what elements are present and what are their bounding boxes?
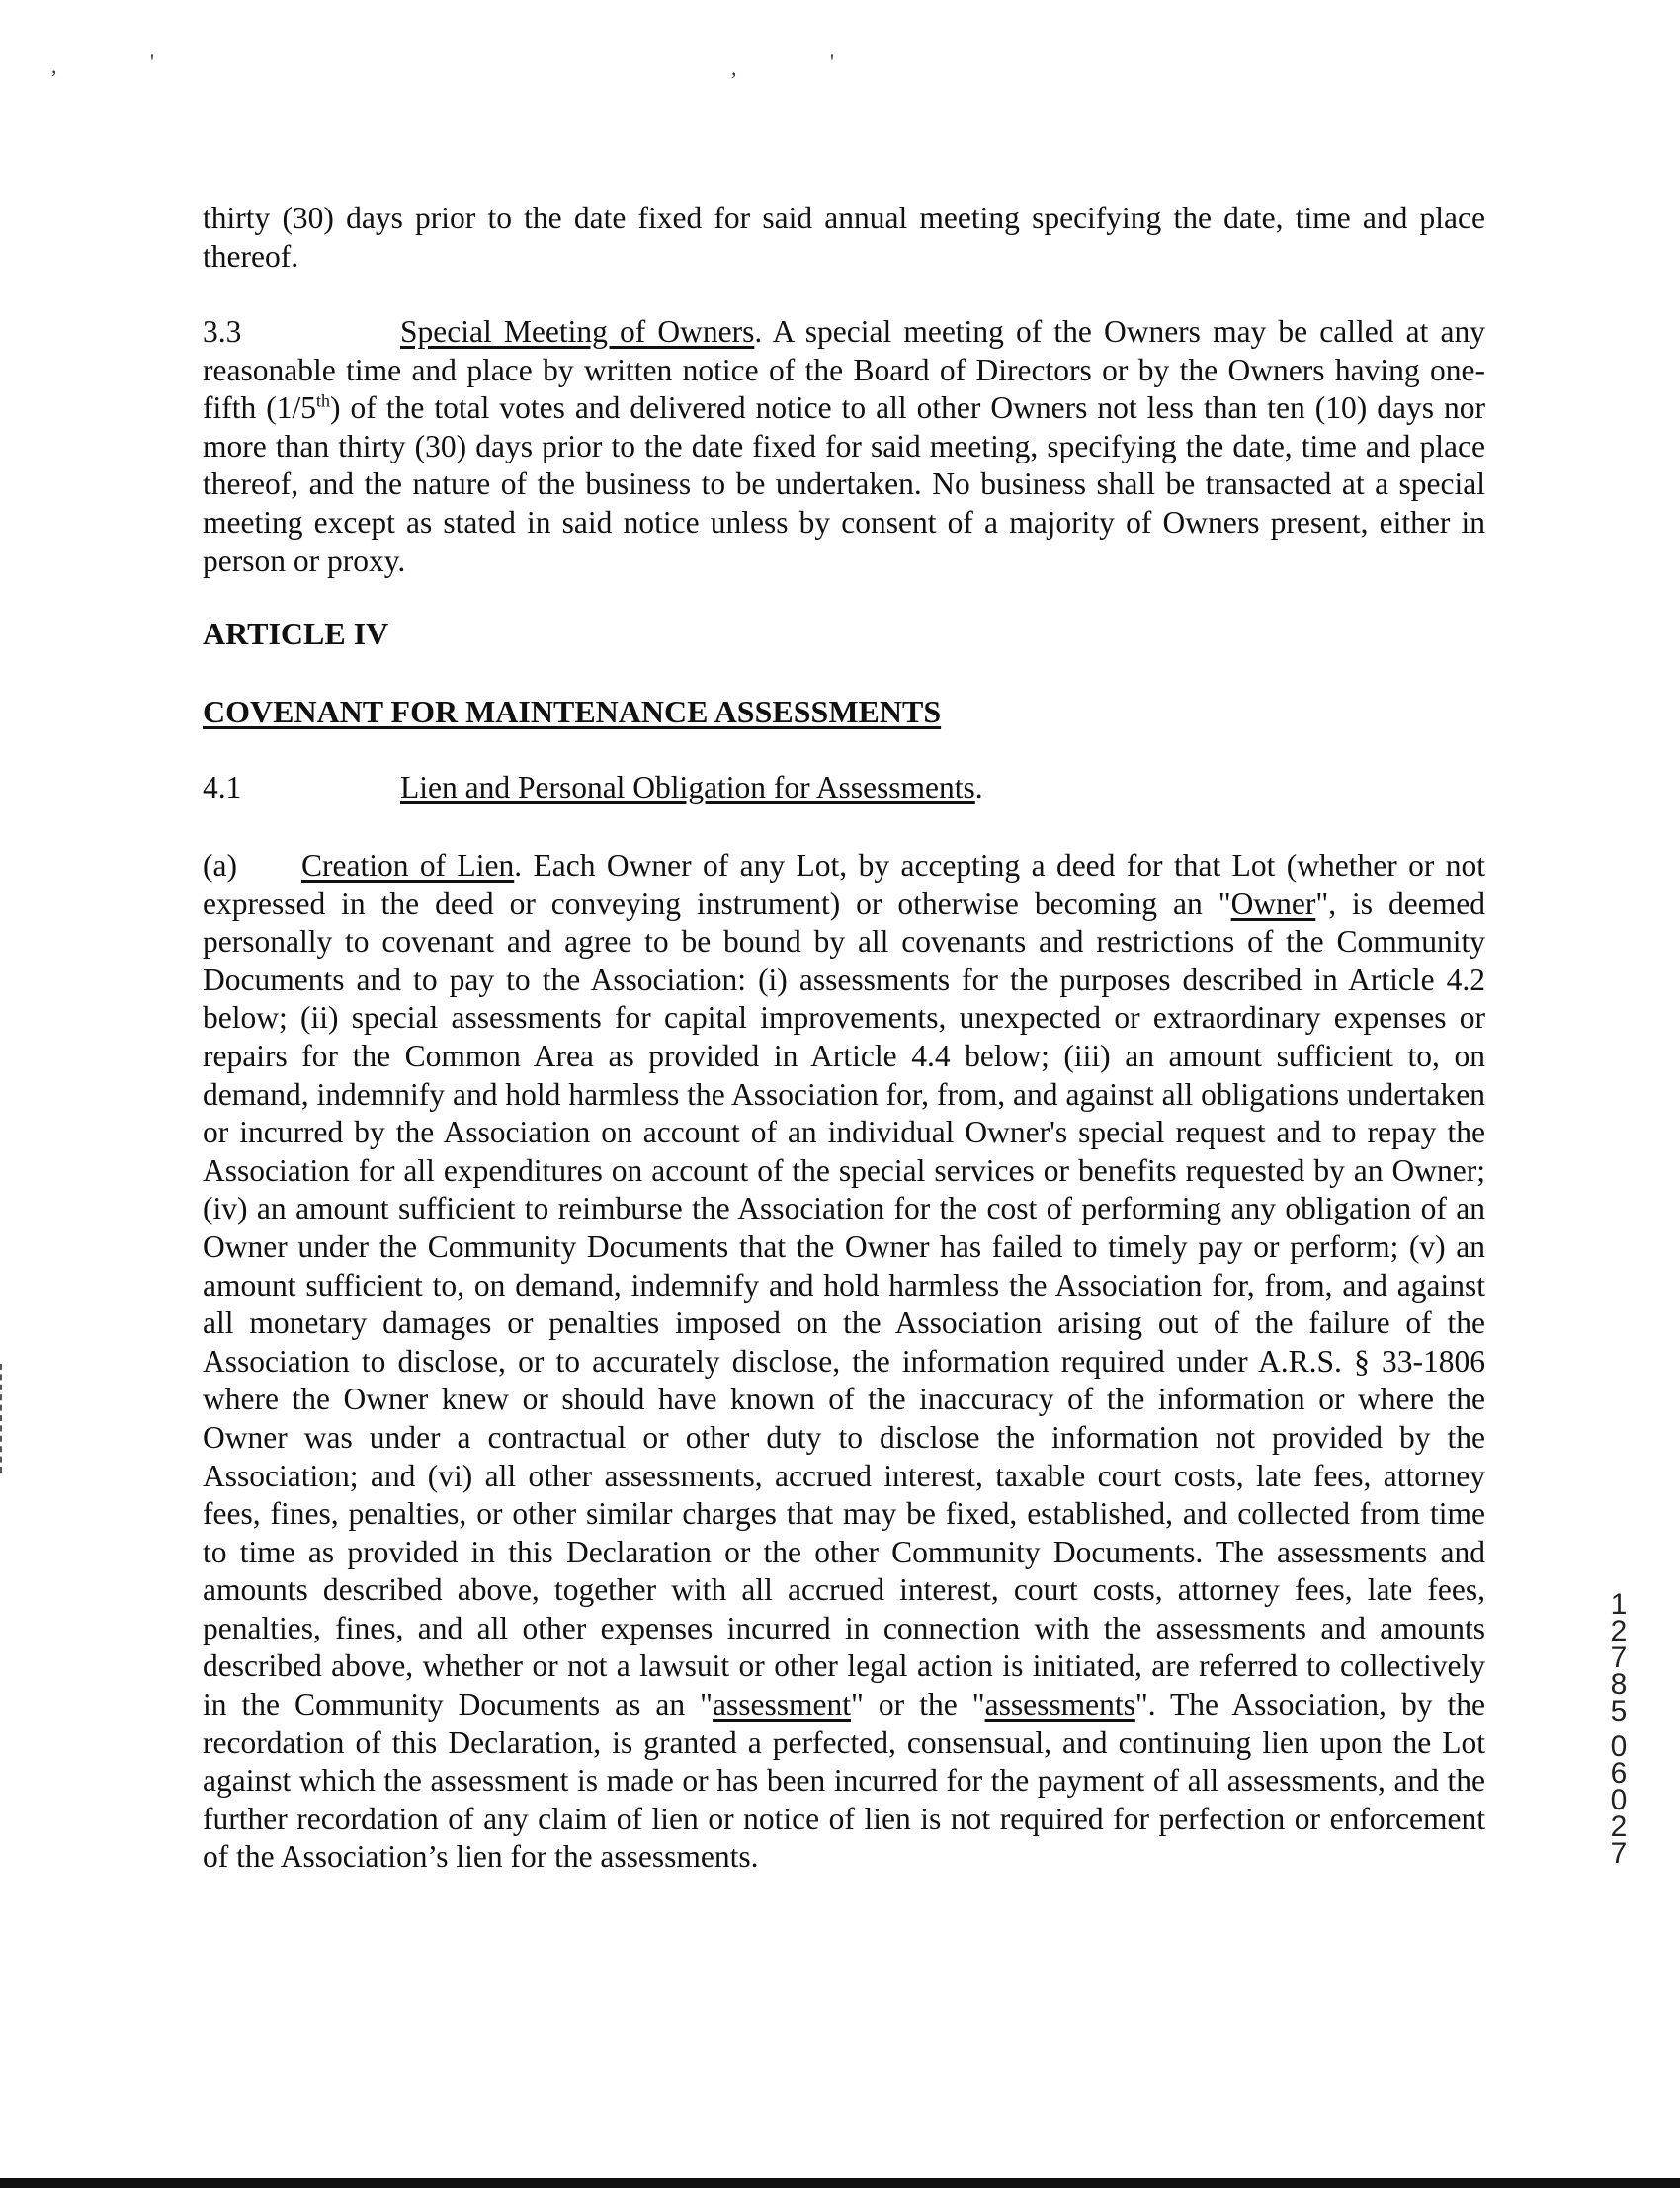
scan-speck: , [51, 53, 57, 78]
scan-speck: ' [150, 49, 154, 74]
superscript: th [316, 390, 331, 411]
subsection-a [203, 847, 1485, 1877]
section-number: 4.1 [203, 770, 242, 804]
margin-recording-number [1599, 1588, 1638, 1727]
margin-digit: 2 [1610, 1810, 1628, 1843]
margin-digit: 1 [1610, 1588, 1628, 1621]
section-text: . A special meeting of the Owners may be called at any reasonable time and place by written notice of the Board of Directors or by the Owners having one-fifth (1/5 [203, 314, 1485, 426]
margin-digit: 0 [1610, 1784, 1628, 1816]
margin-digit: 6 [1610, 1757, 1628, 1790]
margin-digit: 7 [1610, 1641, 1628, 1674]
margin-digit: 8 [1610, 1668, 1628, 1701]
section-number: 3.3 [203, 314, 242, 349]
section-text: ) of the total votes and delivered notice to all other Owners not less than ten (10) days nor more than thirty (30) days prior to the date fixed for said meeting, specifying the date, time and place thereof, and the nature of the business to be undertaken. No business shall be transacted at a special meeting except as stated in said notice unless by consent of a majority of Owners present, either in person or proxy. [203, 390, 1485, 578]
defined-term-assessments: assessments [984, 1687, 1135, 1723]
defined-term-owner: Owner [1230, 885, 1316, 921]
defined-term-assessment: assessment [713, 1687, 852, 1723]
subsection-text: ". The Association, by the recordation of this Declaration, is granted a perfected, consensual, and continuing lien upon the Lot against which the assessment is made or has been incurred for the payment of all assessments, and the further recordation of any claim of lien or notice of lien is not required for perfection or enforcement of the Association’s lien for the assessments. [203, 1687, 1485, 1875]
article-heading: COVENANT FOR MAINTENANCE ASSESSMENTS [203, 694, 942, 729]
margin-digit: 0 [1610, 1730, 1628, 1763]
scan-edge-mark [0, 1364, 5, 1473]
scan-speck: , [731, 55, 737, 80]
section-4-1 [203, 769, 1485, 806]
scan-bottom-edge [0, 2178, 1680, 2188]
subsection-text: " or the " [851, 1687, 985, 1723]
section-3-3 [203, 313, 1485, 580]
article-title: ARTICLE IV [203, 616, 389, 651]
section-heading: Special Meeting of Owners [400, 314, 755, 349]
margin-digit: 2 [1610, 1615, 1628, 1647]
subsection-label: (a) [203, 848, 237, 883]
margin-digit: 7 [1610, 1837, 1628, 1870]
subsection-text: . Each Owner of any Lot, by accepting a deed for that Lot (whether or not expressed in the deed or conveying instrument) or otherwise becoming an " [203, 848, 1485, 921]
paragraph-continuation: thirty (30) days prior to the date fixed for said annual meeting specifying the date, time and place thereof. [203, 201, 1485, 274]
subsection-text: ", is deemed personally to covenant and agree to be bound by all covenants and restrictions of the Community Documents and to pay to the Association: (i) assessments for the purposes described in Article 4.2 below; (ii) special assessments for capital improvements, unexpected or extraordinary expenses or repairs for the Common Area as provided in Article 4.4 below; (iii) an amount sufficient to, on demand, indemnify and hold harmless the Association for, from, and against all obligations undertaken or incurred by the Association on account of an individual Owner's special request and to repay the Association for all expenditures on account of the special services or benefits requested by an Owner; (iv) an amount sufficient to reimburse the Association for the cost of performing any obligation of an Owner under the Community Documents that the Owner has failed to timely pay or perform; (v) an amount sufficient to, on demand, indemnify and hold harmless the Association for, from, and against all monetary damages or penalties imposed on the Association arising out of the failure of the Association to disclose, or to accurately disclose, the information required under A.R.S. § 33-1806 where the Owner knew or should have known of the inaccuracy of the information or where the Owner was under a contractual or other duty to disclose the information not provided by the Association; and (vi) all other assessments, accrued interest, taxable court costs, late fees, attorney fees, fines, penalties, or other similar charges that may be fixed, established, and collected from time to time as provided in this Declaration or the other Community Documents. The assessments and amounts described above, together with all accrued interest, court costs, attorney fees, late fees, penalties, fines, and all other expenses incurred in connection with the assessments and amounts described above, whether or not a lawsuit or other legal action is initiated, are referred to collectively in the Community Documents as an " [203, 885, 1485, 1723]
section-heading: Lien and Personal Obligation for Assessments [400, 770, 975, 804]
subsection-heading: Creation of Lien [301, 848, 515, 883]
section-heading-trailing: . [974, 770, 983, 804]
scan-speck: ' [830, 49, 834, 74]
margin-digit: 5 [1610, 1695, 1628, 1727]
margin-recording-number [1599, 1730, 1638, 1870]
